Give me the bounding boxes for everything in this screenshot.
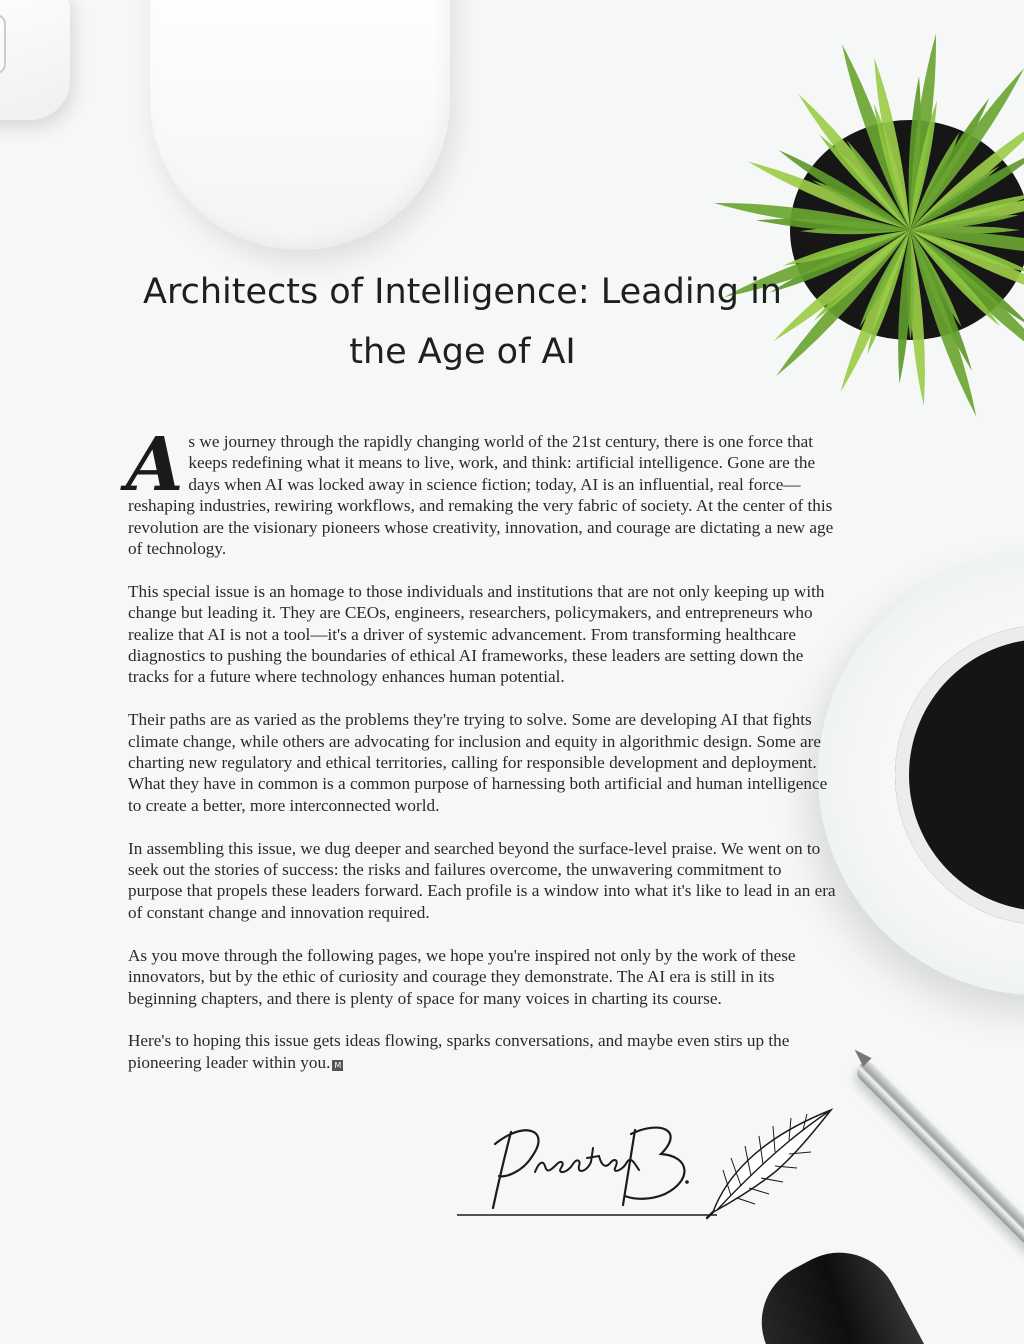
paragraph-6	[128, 1030, 838, 1073]
handwritten-signature	[455, 1100, 840, 1220]
keyboard-corner-image	[0, 0, 70, 120]
paragraph-3: Their paths are as varied as the problems they're trying to solve. Some are developing AI that fights climate change, while others are advocating for inclusion and equity in algorithmic design. Some are charting new regulatory and ethical territories, calling for responsible development and deployment. What they have in common is a common purpose of harnessing both artificial and human intelligence to create a better, more interconnected world.	[128, 710, 828, 815]
end-of-article-mark: M	[332, 1060, 343, 1071]
paragraph-4: In assembling this issue, we dug deeper and searched beyond the surface-level praise. We went on to seek out the stories of success: the risks and failures overcome, the unwavering commitment to purpose that propels these leaders forward. Each profile is a window into what it's like to lead in an era of constant change and innovation required.	[128, 838, 836, 922]
paragraph-6-text: Here's to hoping this issue gets ideas flowing, sparks conversations, and maybe even stirs up the pioneering leader within you.	[128, 1031, 790, 1072]
quill-feather-icon	[707, 1110, 831, 1218]
paragraph-1-text: s we journey through the rapidly changing world of the 21st century, there is one force that keeps redefining what it means to live, work, and think: artificial intelligence. Gone are the days when AI was locked away in science fiction; today, AI is an influential, real force—reshaping industries, rewiring workflows, and remaking the very fabric of society. At the center of this revolution are the visionary pioneers whose creativity, innovation, and courage are dictating a new age of technology.	[128, 432, 834, 559]
black-marker-image	[741, 1232, 940, 1344]
paragraph-2: This special issue is an homage to those individuals and institutions that are not only keeping up with change but leading it. They are CEOs, engineers, researchers, policymakers, and entrepreneurs who realize that AI is not a tool—it's a driver of systemic advancement. From transforming healthcare diagnostics to pushing the boundaries of ethical AI frameworks, these leaders are setting down the tracks for a future where technology enhances human potential.	[128, 581, 825, 687]
keyboard-key	[0, 14, 6, 74]
silver-pen-image	[853, 1058, 1024, 1256]
paragraph-5: As you move through the following pages, we hope you're inspired not only by the work of these innovators, but by the ethic of curiosity and courage they demonstrate. The AI era is still in its beginning chapters, and there is plenty of space for many voices in charting its course.	[128, 945, 796, 1008]
paragraph-1	[126, 422, 838, 559]
article-title: Architects of Intelligence: Leading in the Age of AI	[143, 272, 782, 372]
drop-cap: A	[126, 422, 184, 508]
article-body	[126, 422, 838, 1095]
computer-mouse-image	[150, 0, 450, 250]
